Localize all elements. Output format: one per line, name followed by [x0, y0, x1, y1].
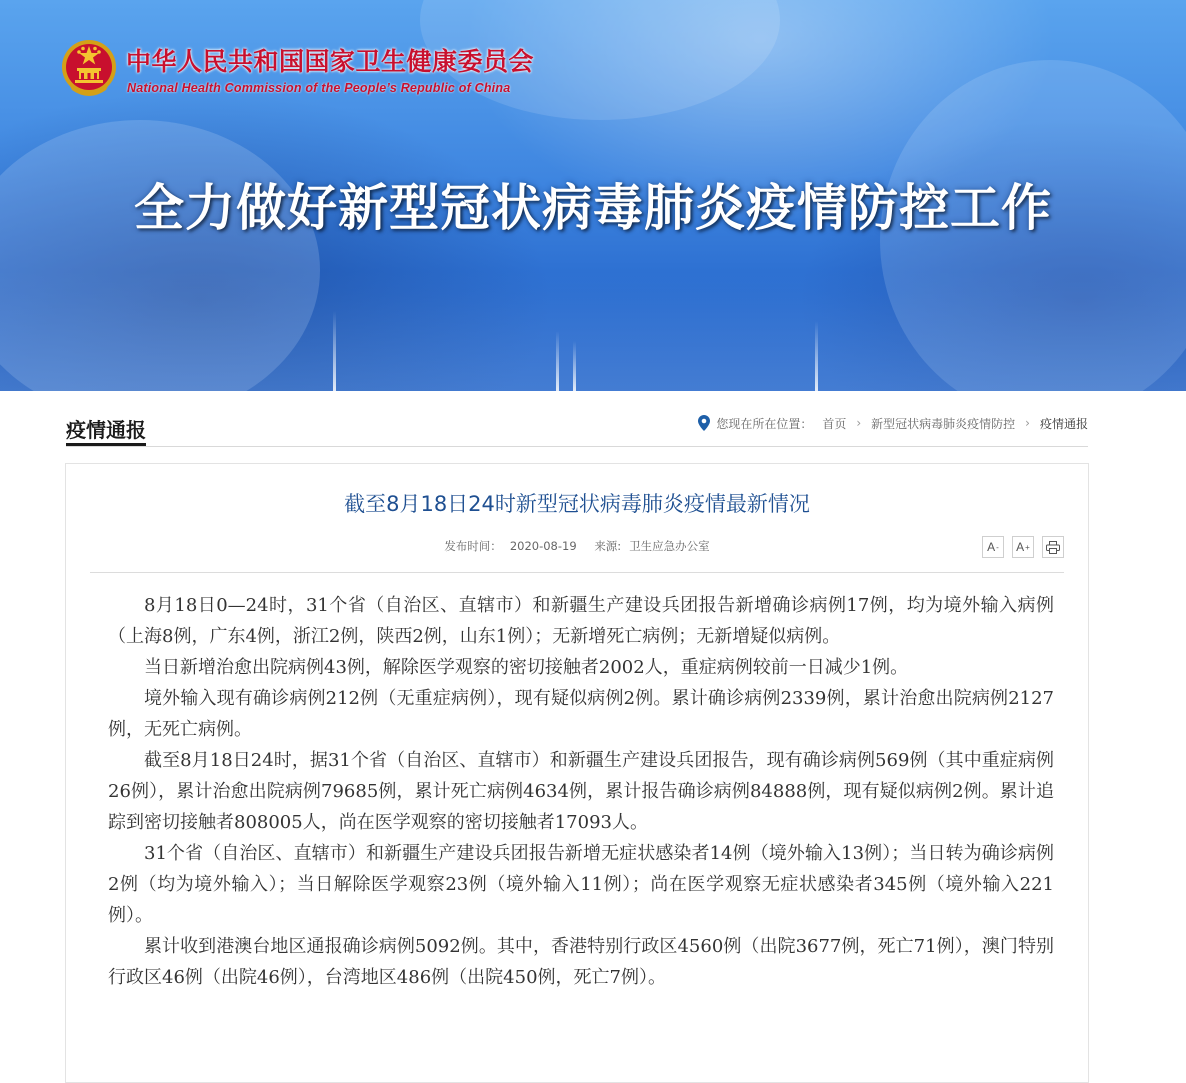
banner-light-beam	[333, 311, 336, 391]
font-increase-button[interactable]	[1012, 536, 1034, 558]
header-banner	[0, 0, 1186, 391]
section-title-underline	[66, 443, 146, 446]
article-paragraph: 当日新增治愈出院病例43例，解除医学观察的密切接触者2002人，重症病例较前一日减少1例。	[144, 657, 909, 678]
breadcrumb-separator: ›	[856, 416, 862, 430]
banner-light-beam	[573, 341, 576, 391]
font-increase-mark: +	[1025, 542, 1030, 552]
article-paragraph: 截至8月18日24时，据31个省（自治区、直辖市）和新疆生产建设兵团报告，现有确诊病例569例（其中重症病例26例），累计治愈出院病例79685例，累计死亡病例4634例，累计报告确诊病例84888例，现有疑似病例2例。累计追踪到密切接触者808005人，尚在医学观察的密切接触者17093人。	[108, 750, 1054, 833]
meta-divider	[90, 572, 1064, 573]
org-name-en[interactable]: National Health Commission of the People’s Republic of China	[127, 81, 511, 95]
print-button[interactable]	[1042, 536, 1064, 558]
font-decrease-button[interactable]	[982, 536, 1004, 558]
location-pin-icon	[698, 415, 710, 431]
source-value: 卫生应急办公室	[629, 539, 710, 553]
breadcrumb-separator: ›	[1025, 416, 1030, 430]
font-decrease-letter: A	[987, 540, 996, 554]
breadcrumb-prefix: 您现在所在位置：	[716, 416, 813, 431]
banner-light-beam	[815, 321, 818, 391]
font-increase-letter: A	[1016, 540, 1025, 554]
article-container	[65, 463, 1089, 1083]
article-paragraph: 境外输入现有确诊病例212例（无重症病例），现有疑似病例2例。累计确诊病例2339例，累计治愈出院病例2127例，无死亡病例。	[108, 688, 1054, 740]
breadcrumb-current[interactable]: 疫情通报	[1039, 416, 1088, 431]
section-divider	[66, 446, 1088, 447]
org-name-cn[interactable]: 中华人民共和国国家卫生健康委员会	[126, 47, 535, 76]
publish-label: 发布时间：	[444, 539, 502, 553]
banner-bottom-glow	[0, 271, 1186, 391]
article-paragraph: 8月18日0—24时，31个省（自治区、直辖市）和新疆生产建设兵团报告新增确诊病例17例，均为境外输入病例（上海8例，广东4例，浙江2例，陕西2例，山东1例）；无新增死亡病例；无新增疑似病例。	[108, 595, 1054, 647]
source-label: 来源:	[594, 539, 622, 553]
banner-slogan: 全力做好新型冠状病毒肺炎疫情防控工作	[134, 179, 1052, 237]
font-decrease-mark: -	[996, 542, 999, 552]
article-meta	[66, 538, 1088, 554]
printer-icon	[1046, 541, 1060, 554]
breadcrumb	[698, 414, 1088, 432]
article-paragraph: 31个省（自治区、直辖市）和新疆生产建设兵团报告新增无症状感染者14例（境外输入13例）；当日转为确诊病例2例（均为境外输入）；当日解除医学观察23例（境外输入11例）；尚在医学观察无症状感染者345例（境外输入221例）。	[108, 843, 1054, 926]
breadcrumb-home-link[interactable]: 首页	[822, 416, 847, 431]
article-title: 截至8月18日24时新型冠状病毒肺炎疫情最新情况	[344, 492, 810, 516]
breadcrumb-covid-link[interactable]: 新型冠状病毒肺炎疫情防控	[871, 416, 1016, 431]
section-title: 疫情通报	[66, 418, 146, 442]
national-emblem-icon	[60, 38, 118, 100]
article-body	[108, 590, 1054, 993]
article-paragraph: 累计收到港澳台地区通报确诊病例5092例。其中，香港特别行政区4560例（出院3677例，死亡71例），澳门特别行政区46例（出院46例），台湾地区486例（出院450例，死亡7例）。	[108, 936, 1054, 988]
publish-date: 2020-08-19	[509, 539, 577, 553]
article-tools	[982, 536, 1064, 558]
banner-light-beam	[556, 331, 559, 391]
